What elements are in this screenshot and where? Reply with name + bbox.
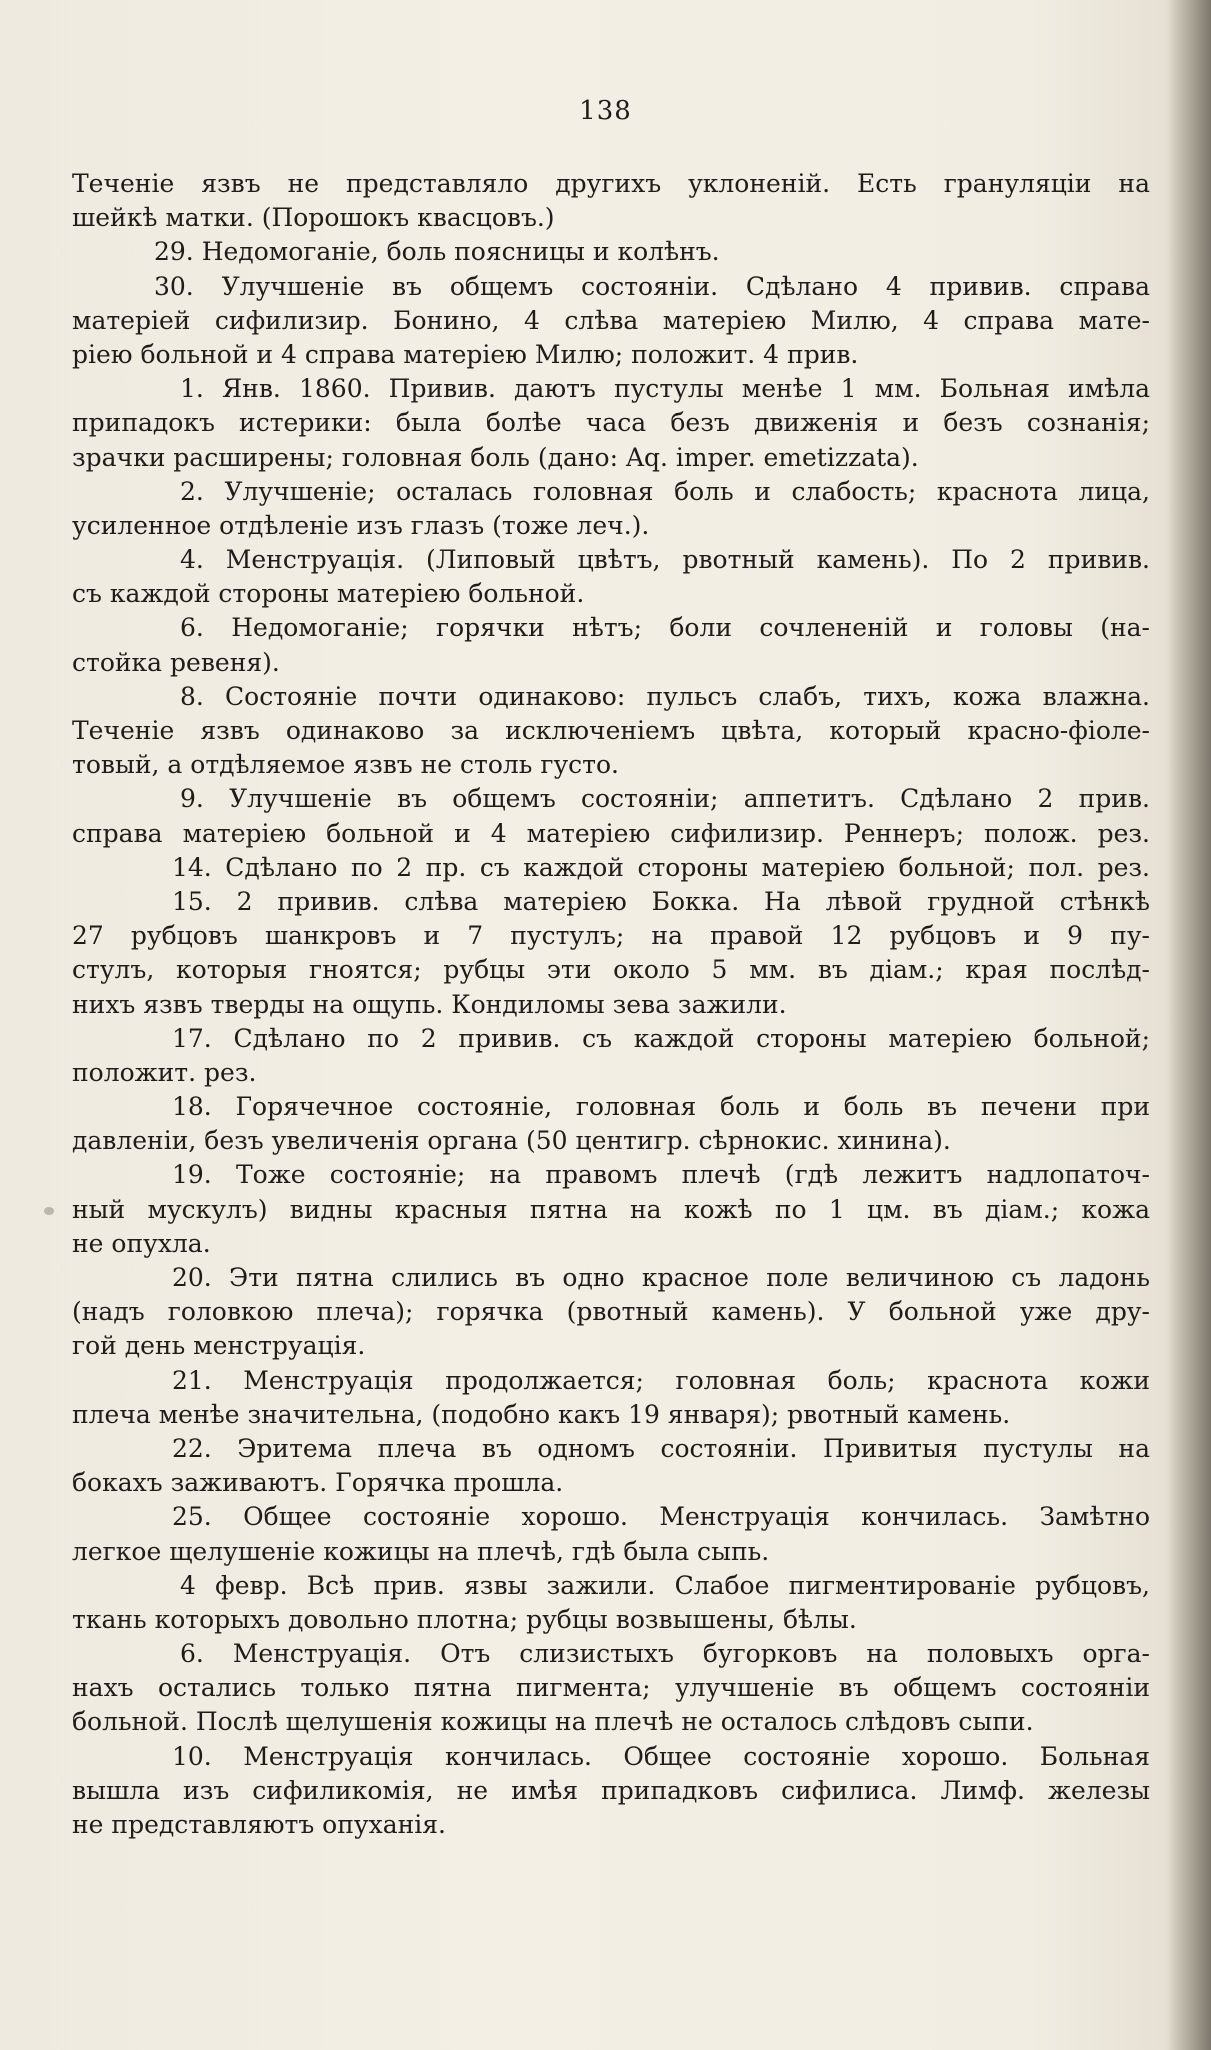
text-line: съ каждой стороны матеріею больной. (72, 579, 585, 609)
text-block (72, 167, 1150, 1842)
text-line: плеча менѣе значительна, (подобно какъ 19 января); рвотный камень. (72, 1399, 1011, 1429)
text-line: не представляютъ опуханія. (72, 1810, 446, 1839)
text-line: товый, а отдѣляемое язвъ не столь густо. (72, 750, 619, 780)
text-line: давленіи, безъ увеличенія органа (50 центигр. сѣрнокис. хинина). (72, 1126, 951, 1156)
text-line: положит. рез. (72, 1057, 257, 1087)
text-line: Теченіе язвъ не представляло другихъ уклоненій. Есть грануляціи на (72, 169, 1150, 198)
text-line: 18. Горячечное состояніе, головная боль и боль въ печени при (172, 1092, 1150, 1122)
text-line: 10. Менструація кончилась. Общее состояніе хорошо. Больная (172, 1741, 1150, 1771)
text-line: 25. Общее состояніе хорошо. Менструація кончилась. Замѣтно (172, 1502, 1150, 1532)
text-line: 22. Эритема плеча въ одномъ состояніи. Привитыя пустулы на (172, 1433, 1150, 1463)
text-line: припадокъ истерики: была болѣе часа безъ движенія и безъ сознанія; (72, 408, 1150, 438)
text-line: усиленное отдѣленіе изъ глазъ (тоже леч.). (72, 510, 650, 540)
text-line: 30. Улучшеніе въ общемъ состояніи. Сдѣлано 4 привив. справа (154, 271, 1150, 301)
text-line: ріею больной и 4 справа матеріею Милю; положит. 4 прив. (72, 339, 859, 369)
text-line: 17. Сдѣлано по 2 привив. съ каждой стороны матеріею больной; (172, 1023, 1150, 1053)
text-line: стулъ, которыя гноятся; рубцы эти около 5 мм. въ діам.; края послѣд- (72, 955, 1150, 985)
text-line: 20. Эти пятна слились въ одно красное поле величиною съ ладонь (172, 1263, 1150, 1292)
text-line: Теченіе язвъ одинаково за исключеніемъ цвѣта, который красно-фіоле- (72, 716, 1150, 745)
text-line: 15. 2 привив. слѣва матеріею Бокка. На лѣвой грудной стѣнкѣ (172, 886, 1150, 916)
text-line: шейкѣ матки. (Порошокъ квасцовъ.) (72, 203, 555, 233)
text-line: ткань которыхъ довольно плотна; рубцы возвышены, бѣлы. (72, 1604, 857, 1634)
text-line: 4. Менструація. (Липовый цвѣтъ, рвотный камень). По 2 привив. (180, 545, 1150, 575)
page-number: 138 (579, 96, 632, 126)
book-spine-shadow (1167, 0, 1211, 2050)
text-line: вышла изъ сифиликомія, не имѣя припадковъ сифилиса. Лимф. железы (72, 1775, 1150, 1805)
text-line: нихъ язвъ тверды на ощупь. Кондиломы зева зажили. (72, 989, 787, 1019)
text-line: нахъ остались только пятна пигмента; улучшеніе въ общемъ состояніи (72, 1673, 1150, 1703)
text-line: 6. Недомоганіе; горячки нѣтъ; боли сочлененій и головы (на- (180, 613, 1150, 643)
text-line: матеріей сифилизир. Бонино, 4 слѣва матеріею Милю, 4 справа мате- (72, 305, 1150, 335)
text-line: легкое щелушеніе кожицы на плечѣ, гдѣ была сыпь. (72, 1536, 770, 1566)
text-line: 6. Менструація. Отъ слизистыхъ бугорковъ на половыхъ орга- (180, 1639, 1150, 1669)
text-line: (надъ головкою плеча); горячка (рвотный камень). У больной уже дру- (72, 1297, 1150, 1327)
text-line: гой день менструація. (72, 1331, 366, 1361)
text-line: 21. Менструація продолжается; головная боль; краснота кожи (172, 1365, 1150, 1395)
text-line: стойка ревеня). (72, 647, 280, 677)
text-line: бокахъ заживаютъ. Горячка прошла. (72, 1468, 564, 1498)
text-line: 27 рубцовъ шанкровъ и 7 пустулъ; на правой 12 рубцовъ и 9 пу- (72, 921, 1150, 951)
text-line: ный мускулъ) видны красныя пятна на кожѣ по 1 цм. въ діам.; кожа (72, 1194, 1150, 1224)
text-line: 4 февр. Всѣ прив. язвы зажили. Слабое пигментированіе рубцовъ, (180, 1570, 1150, 1600)
text-line: 2. Улучшеніе; осталась головная боль и слабость; краснота лица, (180, 476, 1150, 506)
text-line: 1. Янв. 1860. Привив. даютъ пустулы менѣе 1 мм. Больная имѣла (180, 374, 1150, 404)
text-line: 19. Тоже состояніе; на правомъ плечѣ (гдѣ лежитъ надлопаточ- (172, 1160, 1150, 1190)
paper-stain (44, 1207, 54, 1215)
text-line: не опухла. (72, 1228, 211, 1258)
text-line: 29. Недомоганіе, боль поясницы и колѣнъ. (154, 237, 720, 267)
text-line: 9. Улучшеніе въ общемъ состояніи; аппетитъ. Сдѣлано 2 прив. (180, 784, 1150, 814)
text-line: больной. Послѣ щелушенія кожицы на плечѣ не осталось слѣдовъ сыпи. (72, 1707, 1034, 1737)
text-line: 14. Сдѣлано по 2 пр. съ каждой стороны матеріею больной; пол. рез. (172, 852, 1150, 882)
text-line: 8. Состояніе почти одинаково: пульсъ слабъ, тихъ, кожа влажна. (180, 681, 1150, 711)
text-line: справа матеріею больной и 4 матеріею сифилизир. Реннеръ; полож. рез. (72, 818, 1150, 848)
text-line: зрачки расширены; головная боль (дано: Aq. imper. emetizzata). (72, 442, 919, 472)
